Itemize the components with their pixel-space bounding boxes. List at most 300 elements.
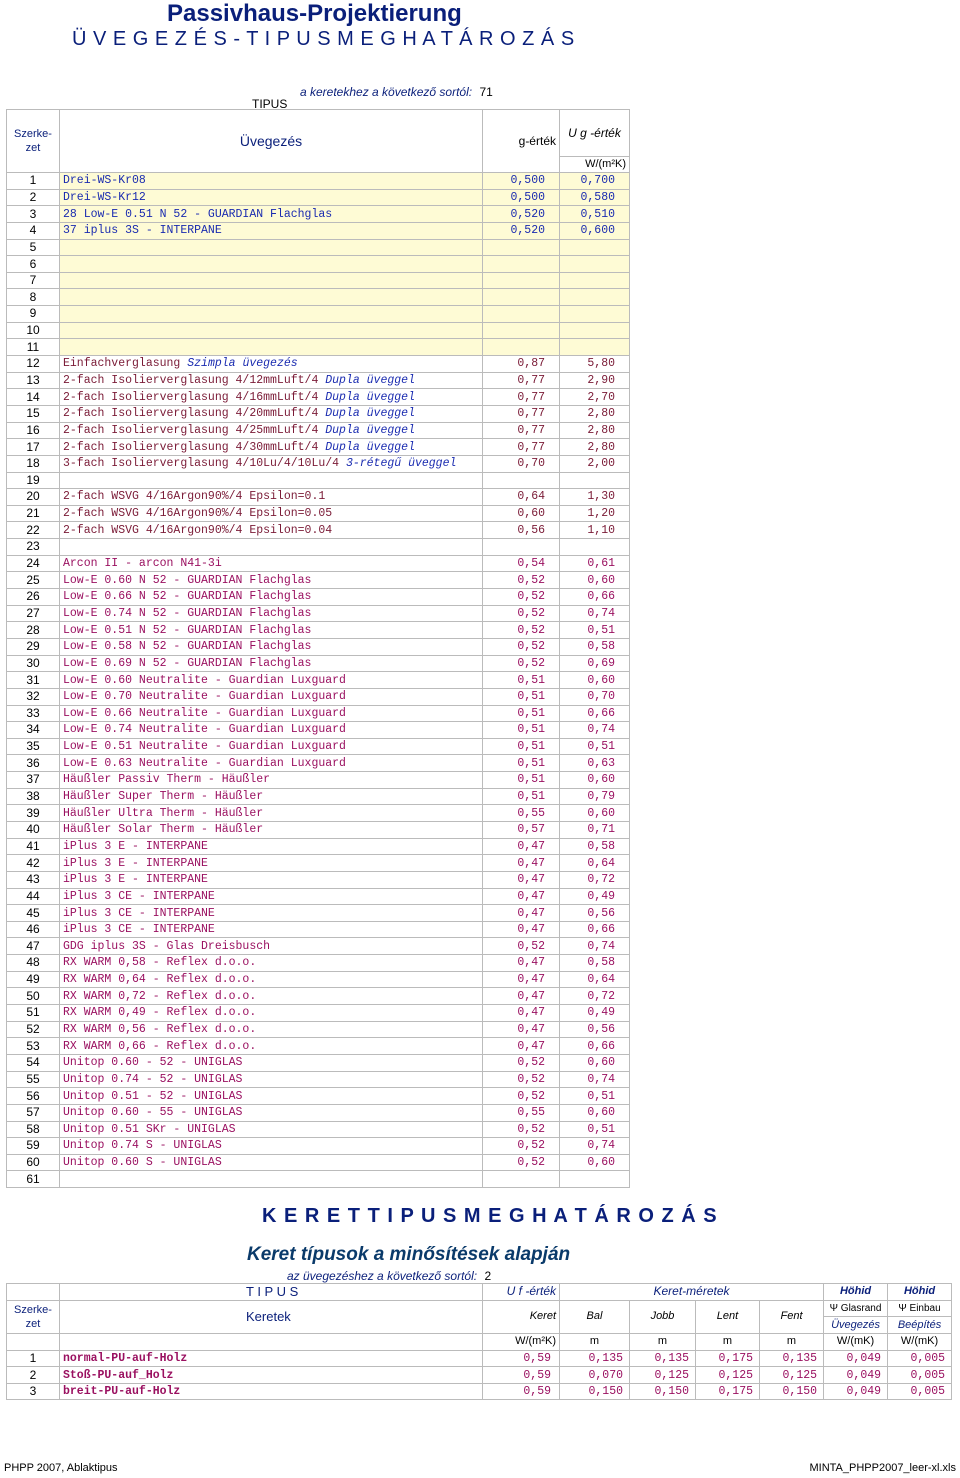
ug-value[interactable]: 0,58 [560, 638, 630, 655]
frame-section-subtitle: Keret típusok a minősítések alapján [247, 1244, 571, 1265]
glazing-name-cell[interactable] [60, 322, 483, 339]
glazing-name-cell[interactable] [60, 1121, 483, 1138]
ug-value[interactable]: 1,30 [560, 489, 630, 506]
glazing-name-cell[interactable] [60, 1104, 483, 1121]
frame-next-row-note [287, 1269, 491, 1283]
g-value[interactable]: 0,47 [483, 888, 560, 905]
glazing-name-cell[interactable] [60, 1005, 483, 1022]
footer-right: MINTA_PHPP2007_leer-xl.xls [809, 1462, 956, 1474]
g-value[interactable]: 0,47 [483, 871, 560, 888]
glazing-name-cell[interactable] [60, 955, 483, 972]
frame-name[interactable]: Stoß-PU-auf_Holz [60, 1367, 483, 1384]
table-row [7, 472, 630, 489]
glazing-name-cell[interactable] [60, 971, 483, 988]
ug-value[interactable]: 0,60 [560, 1154, 630, 1171]
glazing-name-cell[interactable] [60, 988, 483, 1005]
table-row [7, 1104, 630, 1121]
frame-jobb[interactable]: 0,150 [630, 1383, 696, 1400]
g-value[interactable] [483, 1171, 560, 1188]
glazing-name-cell[interactable] [60, 505, 483, 522]
glazing-name-cell[interactable] [60, 189, 483, 206]
frame-uf[interactable]: 0,59 [483, 1367, 560, 1384]
g-value[interactable]: 0,77 [483, 372, 560, 389]
frame-col-nr: Szerke-zet [7, 1300, 60, 1333]
g-value[interactable]: 0,52 [483, 1071, 560, 1088]
ug-value[interactable]: 2,00 [560, 455, 630, 472]
row-nr: 38 [7, 788, 60, 805]
glazing-name-cell[interactable] [60, 688, 483, 705]
g-value[interactable]: 0,64 [483, 489, 560, 506]
g-value[interactable]: 0,52 [483, 605, 560, 622]
frame-fent[interactable]: 0,125 [760, 1367, 824, 1384]
ug-value[interactable]: 0,49 [560, 1005, 630, 1022]
frame-fent[interactable]: 0,150 [760, 1383, 824, 1400]
ug-value[interactable]: 1,10 [560, 522, 630, 539]
row-nr: 22 [7, 522, 60, 539]
glazing-name-cell[interactable] [60, 821, 483, 838]
glazing-name-cell[interactable] [60, 722, 483, 739]
glazing-name-cell[interactable] [60, 489, 483, 506]
g-value[interactable]: 0,51 [483, 772, 560, 789]
ug-value[interactable] [560, 289, 630, 306]
g-value[interactable] [483, 289, 560, 306]
ug-value[interactable]: 0,72 [560, 988, 630, 1005]
glazing-name-cell[interactable] [60, 522, 483, 539]
frame-bal[interactable]: 0,150 [560, 1383, 630, 1400]
glazing-name-cell[interactable] [60, 622, 483, 639]
g-value[interactable]: 0,55 [483, 1104, 560, 1121]
frame-psi-glasrand: Ψ Glasrand [824, 1300, 888, 1317]
glazing-name-cell[interactable] [60, 405, 483, 422]
glazing-name-cell[interactable] [60, 1071, 483, 1088]
frame-psi-g[interactable]: 0,049 [824, 1383, 888, 1400]
frame-row-nr: 3 [7, 1383, 60, 1400]
ug-value[interactable]: 0,49 [560, 888, 630, 905]
ug-value[interactable]: 0,74 [560, 605, 630, 622]
col-header-ug: U g -érték [560, 110, 630, 157]
ug-value[interactable]: 0,60 [560, 572, 630, 589]
frame-unit-empty-2 [60, 1333, 483, 1350]
g-value[interactable]: 0,54 [483, 555, 560, 572]
glazing-name-cell[interactable] [60, 1054, 483, 1071]
row-nr: 56 [7, 1088, 60, 1105]
g-value[interactable]: 0,500 [483, 173, 560, 190]
glazing-table [6, 109, 630, 1188]
glazing-name: Drei-WS-Kr12 [63, 190, 146, 204]
glazing-name-cell[interactable] [60, 239, 483, 256]
ug-value[interactable]: 0,700 [560, 173, 630, 190]
ug-value[interactable]: 0,74 [560, 722, 630, 739]
g-value[interactable]: 0,51 [483, 755, 560, 772]
g-value[interactable]: 0,47 [483, 988, 560, 1005]
frame-psi-g[interactable]: 0,049 [824, 1367, 888, 1384]
ug-value[interactable]: 0,51 [560, 738, 630, 755]
g-value[interactable] [483, 272, 560, 289]
ug-value[interactable]: 0,51 [560, 622, 630, 639]
ug-value[interactable]: 0,58 [560, 838, 630, 855]
frame-section-title: K E R E T T I P U S M E G H A T Á R O Z Á S [262, 1205, 718, 1227]
row-nr: 50 [7, 988, 60, 1005]
ug-value[interactable]: 2,80 [560, 439, 630, 456]
g-value[interactable]: 0,52 [483, 938, 560, 955]
glazing-name-cell[interactable] [60, 921, 483, 938]
frame-psi-einbau: Ψ Einbau [888, 1300, 952, 1317]
g-value[interactable] [483, 306, 560, 323]
frame-jobb[interactable]: 0,135 [630, 1350, 696, 1367]
ug-value[interactable]: 0,71 [560, 821, 630, 838]
table-row [7, 1054, 630, 1071]
frame-name[interactable]: breit-PU-auf-Holz [60, 1383, 483, 1400]
frame-uvegezes: Üvegezés [824, 1317, 888, 1334]
glazing-name-cell[interactable] [60, 1154, 483, 1171]
glazing-name-cell[interactable] [60, 222, 483, 239]
glazing-name: RX WARM 0,72 - Reflex d.o.o. [63, 989, 257, 1003]
g-value[interactable]: 0,47 [483, 855, 560, 872]
glazing-name: Unitop 0.51 SKr - UNIGLAS [63, 1122, 236, 1136]
glazing-name: Low-E 0.66 Neutralite - Guardian Luxguard [63, 706, 346, 720]
glazing-name-cell[interactable] [60, 905, 483, 922]
row-nr: 59 [7, 1138, 60, 1155]
frame-hohid-1: Höhid [824, 1284, 888, 1301]
frame-psi-e[interactable]: 0,005 [888, 1367, 952, 1384]
ug-value[interactable]: 0,69 [560, 655, 630, 672]
glazing-name-cell[interactable] [60, 1038, 483, 1055]
glazing-name-cell[interactable] [60, 672, 483, 689]
g-value[interactable]: 0,52 [483, 1054, 560, 1071]
ug-value[interactable]: 0,74 [560, 1138, 630, 1155]
ug-value[interactable]: 0,60 [560, 672, 630, 689]
ug-value[interactable]: 0,66 [560, 1038, 630, 1055]
g-value[interactable]: 0,47 [483, 1038, 560, 1055]
row-nr: 43 [7, 871, 60, 888]
table-row [7, 888, 630, 905]
row-nr: 21 [7, 505, 60, 522]
frame-unit-psi2: W/(mK) [888, 1333, 952, 1350]
g-value[interactable]: 0,70 [483, 455, 560, 472]
glazing-name-cell[interactable] [60, 838, 483, 855]
row-nr: 33 [7, 705, 60, 722]
g-value[interactable]: 0,52 [483, 1121, 560, 1138]
unit-ug: W/(m²K) [560, 157, 630, 173]
g-value[interactable]: 0,52 [483, 622, 560, 639]
table-row [7, 638, 630, 655]
ug-value[interactable] [560, 272, 630, 289]
g-value[interactable]: 0,47 [483, 1021, 560, 1038]
glazing-name-cell[interactable] [60, 805, 483, 822]
frame-fent[interactable]: 0,135 [760, 1350, 824, 1367]
ug-value[interactable]: 0,51 [560, 1121, 630, 1138]
glazing-name: Häußler Passiv Therm - Häußler [63, 773, 271, 787]
frame-jobb[interactable]: 0,125 [630, 1367, 696, 1384]
glazing-name-cell[interactable] [60, 372, 483, 389]
ug-value[interactable] [560, 339, 630, 356]
g-value[interactable]: 0,60 [483, 505, 560, 522]
glazing-name: iPlus 3 CE - INTERPANE [63, 923, 215, 937]
table-row [7, 422, 630, 439]
g-value[interactable]: 0,500 [483, 189, 560, 206]
g-value[interactable]: 0,520 [483, 222, 560, 239]
glazing-name: iPlus 3 E - INTERPANE [63, 856, 208, 870]
glazing-name-cell[interactable] [60, 1171, 483, 1188]
frame-lent[interactable]: 0,125 [696, 1367, 760, 1384]
glazing-name: RX WARM 0,64 - Reflex d.o.o. [63, 973, 257, 987]
frame-unit-m4: m [760, 1333, 824, 1350]
frame-col-keret: Keret [483, 1300, 560, 1333]
glazing-name-cell[interactable] [60, 356, 483, 373]
ug-value[interactable]: 0,70 [560, 688, 630, 705]
glazing-name-cell[interactable] [60, 738, 483, 755]
ug-value[interactable]: 0,66 [560, 921, 630, 938]
row-nr: 6 [7, 256, 60, 273]
glazing-name-hu: Dupla üveggel [325, 423, 415, 437]
glazing-name: RX WARM 0,58 - Reflex d.o.o. [63, 956, 257, 970]
table-row [7, 555, 630, 572]
next-row-note [300, 85, 493, 99]
g-value[interactable] [483, 539, 560, 556]
glazing-name-cell[interactable] [60, 289, 483, 306]
ug-value[interactable]: 0,63 [560, 755, 630, 772]
table-row [7, 605, 630, 622]
ug-value[interactable]: 0,510 [560, 206, 630, 223]
glazing-name-cell[interactable] [60, 472, 483, 489]
ug-value[interactable]: 0,580 [560, 189, 630, 206]
ug-value[interactable]: 0,64 [560, 971, 630, 988]
g-value[interactable]: 0,52 [483, 1154, 560, 1171]
row-nr: 36 [7, 755, 60, 772]
ug-value[interactable]: 0,72 [560, 871, 630, 888]
glazing-name-cell[interactable] [60, 871, 483, 888]
frame-empty-1 [7, 1284, 60, 1301]
g-value[interactable]: 0,51 [483, 672, 560, 689]
ug-value[interactable]: 0,60 [560, 1054, 630, 1071]
row-nr: 15 [7, 405, 60, 422]
row-nr: 23 [7, 539, 60, 556]
glazing-name: RX WARM 0,66 - Reflex d.o.o. [63, 1039, 257, 1053]
ug-value[interactable]: 0,61 [560, 555, 630, 572]
glazing-name-cell[interactable] [60, 938, 483, 955]
ug-value[interactable]: 2,80 [560, 405, 630, 422]
g-value[interactable]: 0,57 [483, 821, 560, 838]
glazing-name-cell[interactable] [60, 888, 483, 905]
g-value[interactable] [483, 256, 560, 273]
g-value[interactable]: 0,56 [483, 522, 560, 539]
glazing-name-cell[interactable] [60, 788, 483, 805]
glazing-name: 37 iplus 3S - INTERPANE [63, 224, 222, 238]
glazing-name-cell[interactable] [60, 439, 483, 456]
glazing-name-cell[interactable] [60, 638, 483, 655]
g-value[interactable] [483, 322, 560, 339]
ug-value[interactable]: 1,20 [560, 505, 630, 522]
glazing-name-cell[interactable] [60, 256, 483, 273]
frame-uf[interactable]: 0,59 [483, 1383, 560, 1400]
frame-uf[interactable]: 0,59 [483, 1350, 560, 1367]
glazing-name-cell[interactable] [60, 206, 483, 223]
glazing-name-cell[interactable] [60, 589, 483, 606]
g-value[interactable]: 0,77 [483, 439, 560, 456]
ug-value[interactable]: 2,70 [560, 389, 630, 406]
frame-row-nr: 2 [7, 1367, 60, 1384]
row-nr: 3 [7, 206, 60, 223]
frame-col-name: Keretek [60, 1300, 483, 1333]
glazing-name-cell[interactable] [60, 1021, 483, 1038]
glazing-name: Low-E 0.58 N 52 - GUARDIAN Flachglas [63, 640, 312, 654]
glazing-name-cell[interactable] [60, 855, 483, 872]
g-value[interactable] [483, 239, 560, 256]
row-nr: 24 [7, 555, 60, 572]
ug-value[interactable]: 0,74 [560, 938, 630, 955]
row-nr: 5 [7, 239, 60, 256]
ug-value[interactable]: 0,56 [560, 905, 630, 922]
row-nr: 60 [7, 1154, 60, 1171]
ug-value[interactable]: 2,80 [560, 422, 630, 439]
g-value[interactable]: 0,77 [483, 422, 560, 439]
glazing-name: Häußler Ultra Therm - Häußler [63, 806, 264, 820]
table-row [7, 589, 630, 606]
g-value[interactable]: 0,52 [483, 572, 560, 589]
frame-unit-m1: m [560, 1333, 630, 1350]
g-value[interactable]: 0,47 [483, 838, 560, 855]
ug-value[interactable]: 0,51 [560, 1088, 630, 1105]
table-row [7, 722, 630, 739]
glazing-name: Low-E 0.70 Neutralite - Guardian Luxguard [63, 690, 346, 704]
glazing-name-cell[interactable] [60, 755, 483, 772]
glazing-name-cell[interactable] [60, 272, 483, 289]
glazing-name: 2-fach WSVG 4/16Argon90%/4 Epsilon=0.1 [63, 490, 326, 504]
glazing-name: Arcon II - arcon N41-3i [63, 557, 222, 571]
g-value[interactable]: 0,47 [483, 955, 560, 972]
table-row [7, 372, 630, 389]
g-value[interactable]: 0,52 [483, 638, 560, 655]
glazing-name: 3-fach Isolierverglasung 4/10Lu/4/10Lu/4 [63, 457, 346, 471]
table-row [7, 1071, 630, 1088]
row-nr: 32 [7, 688, 60, 705]
g-value[interactable]: 0,47 [483, 905, 560, 922]
g-value[interactable]: 0,51 [483, 738, 560, 755]
ug-value[interactable] [560, 322, 630, 339]
ug-value[interactable]: 0,58 [560, 955, 630, 972]
g-value[interactable]: 0,55 [483, 805, 560, 822]
glazing-name: Low-E 0.63 Neutralite - Guardian Luxguard [63, 756, 346, 770]
ug-value[interactable] [560, 239, 630, 256]
row-nr: 13 [7, 372, 60, 389]
frame-psi-g[interactable]: 0,049 [824, 1350, 888, 1367]
glazing-name: iPlus 3 CE - INTERPANE [63, 889, 215, 903]
frame-name[interactable]: normal-PU-auf-Holz [60, 1350, 483, 1367]
frame-unit-m3: m [696, 1333, 760, 1350]
table-row [7, 921, 630, 938]
frame-bal[interactable]: 0,070 [560, 1367, 630, 1384]
glazing-name-cell[interactable] [60, 555, 483, 572]
ug-value[interactable]: 0,64 [560, 855, 630, 872]
glazing-name-cell[interactable] [60, 705, 483, 722]
table-row [7, 971, 630, 988]
row-nr: 44 [7, 888, 60, 905]
g-value[interactable]: 0,520 [483, 206, 560, 223]
ug-value[interactable]: 0,600 [560, 222, 630, 239]
frame-bal[interactable]: 0,135 [560, 1350, 630, 1367]
row-nr: 18 [7, 455, 60, 472]
ug-value[interactable] [560, 306, 630, 323]
glazing-name-cell[interactable] [60, 422, 483, 439]
glazing-name-cell[interactable] [60, 389, 483, 406]
glazing-name-cell[interactable] [60, 605, 483, 622]
row-nr: 53 [7, 1038, 60, 1055]
glazing-name-cell[interactable] [60, 455, 483, 472]
frame-lent[interactable]: 0,175 [696, 1383, 760, 1400]
glazing-name: Drei-WS-Kr08 [63, 174, 146, 188]
g-value[interactable]: 0,51 [483, 705, 560, 722]
g-value[interactable]: 0,52 [483, 1088, 560, 1105]
glazing-name-cell[interactable] [60, 1088, 483, 1105]
glazing-name: 2-fach Isolierverglasung 4/20mmLuft/4 [63, 407, 326, 421]
ug-value[interactable]: 5,80 [560, 356, 630, 373]
table-row [7, 622, 630, 639]
glazing-name: RX WARM 0,49 - Reflex d.o.o. [63, 1006, 257, 1020]
g-value[interactable] [483, 339, 560, 356]
glazing-name-cell[interactable] [60, 772, 483, 789]
row-nr: 17 [7, 439, 60, 456]
ug-value[interactable]: 2,90 [560, 372, 630, 389]
g-value[interactable]: 0,47 [483, 971, 560, 988]
g-value[interactable]: 0,47 [483, 921, 560, 938]
g-value[interactable]: 0,47 [483, 1005, 560, 1022]
row-nr: 46 [7, 921, 60, 938]
ug-value[interactable]: 0,56 [560, 1021, 630, 1038]
glazing-name: Low-E 0.51 Neutralite - Guardian Luxguard [63, 740, 346, 754]
glazing-name-hu: 3-rétegű üveggel [345, 457, 457, 471]
table-row [7, 1350, 952, 1367]
ug-value[interactable]: 0,66 [560, 705, 630, 722]
frame-psi-e[interactable]: 0,005 [888, 1383, 952, 1400]
ug-value[interactable] [560, 472, 630, 489]
ug-value[interactable]: 0,74 [560, 1071, 630, 1088]
glazing-name-cell[interactable] [60, 1138, 483, 1155]
table-row [7, 788, 630, 805]
frame-psi-e[interactable]: 0,005 [888, 1350, 952, 1367]
g-value[interactable]: 0,77 [483, 389, 560, 406]
frame-lent[interactable]: 0,175 [696, 1350, 760, 1367]
row-nr: 12 [7, 356, 60, 373]
table-row [7, 256, 630, 273]
g-value[interactable]: 0,52 [483, 589, 560, 606]
g-value[interactable] [483, 472, 560, 489]
ug-value[interactable]: 0,60 [560, 772, 630, 789]
ug-value[interactable]: 0,66 [560, 589, 630, 606]
ug-value[interactable]: 0,60 [560, 1104, 630, 1121]
g-value[interactable]: 0,52 [483, 1138, 560, 1155]
ug-value[interactable] [560, 539, 630, 556]
glazing-name-cell[interactable] [60, 173, 483, 190]
glazing-name-cell[interactable] [60, 339, 483, 356]
g-value[interactable]: 0,52 [483, 655, 560, 672]
g-value[interactable]: 0,51 [483, 788, 560, 805]
frame-col-bal: Bal [560, 1300, 630, 1333]
g-value[interactable]: 0,77 [483, 405, 560, 422]
g-value[interactable]: 0,87 [483, 356, 560, 373]
ug-value[interactable] [560, 256, 630, 273]
glazing-name-cell[interactable] [60, 539, 483, 556]
glazing-name-cell[interactable] [60, 572, 483, 589]
table-row [7, 855, 630, 872]
ug-value[interactable] [560, 1171, 630, 1188]
glazing-name-cell[interactable] [60, 306, 483, 323]
g-value[interactable]: 0,51 [483, 688, 560, 705]
glazing-name-cell[interactable] [60, 655, 483, 672]
g-value[interactable]: 0,51 [483, 722, 560, 739]
table-row [7, 672, 630, 689]
ug-value[interactable]: 0,60 [560, 805, 630, 822]
ug-value[interactable]: 0,79 [560, 788, 630, 805]
